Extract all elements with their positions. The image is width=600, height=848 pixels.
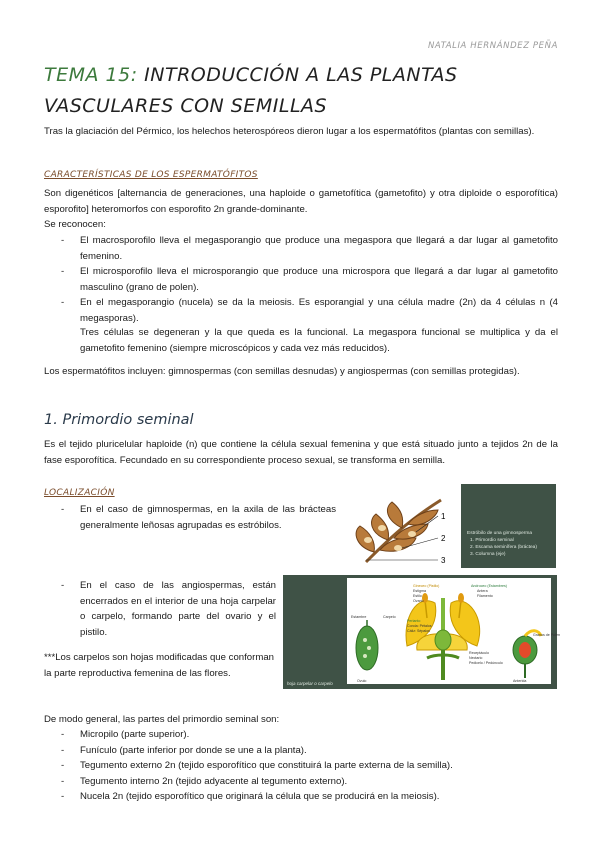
figure1-legend-item: 2. Escama seminífera (bráctea) <box>470 545 537 550</box>
list-item: - En el caso de las angiospermas, están encerrados en el interior de una hoja carpelar o carpelo, formando parte del ovario y el pistilo. <box>44 578 276 640</box>
localization-list-2 <box>44 578 276 640</box>
flower-label: Carpelo <box>383 615 396 619</box>
parts-list <box>44 727 558 805</box>
flower-label: Corola: Pétalos <box>407 624 432 628</box>
flower-label: Receptáculo <box>469 651 489 655</box>
figure2-caption: hoja carpelar o carpelo <box>287 681 333 686</box>
flower-label: Filamento <box>477 594 493 598</box>
list-item: - En el caso de gimnospermas, en la axila de las brácteas generalmente leñosas agrupadas es estróbilos. <box>44 502 336 533</box>
localization-list-1 <box>44 502 336 533</box>
flower-label: Perianto <box>407 619 421 623</box>
list-item: - Micropilo (parte superior). <box>44 727 558 743</box>
section1-paragraph: Es el tejido pluricelular haploide (n) que contiene la célula sexual femenina y que está situado junto a tejidos 2n de la fase esporofítica. Fecundado en su correspondiente proceso sexual, se transforma en semilla. <box>44 439 558 466</box>
list-item: - Tegumento externo 2n (tejido esporofítico que constituirá la parte externa de la semilla). <box>44 758 558 774</box>
page-title <box>44 60 560 122</box>
flower-label: Pedicelo / Pedúnculo <box>469 661 503 665</box>
localization-heading: LOCALIZACIÓN <box>44 488 115 498</box>
strobilus-illustration <box>346 492 458 568</box>
flower-figure <box>283 575 560 689</box>
flower-label: Androceo (Estambres) <box>471 584 507 588</box>
intro-paragraph: Tras la glaciación del Pérmico, los helechos heterospóreos dieron lugar a los espermatófitos (plantas con semillas). <box>44 126 535 137</box>
list-item: - El macrosporofilo lleva el megasporangio que produce una megaspora que llegará a dar lugar al gametofito femenino. <box>44 233 558 264</box>
list-item: - El microsporofilo lleva el microsporangio que produce una microspora que llegará a dar lugar al gametofito masculino (grano de polen). <box>44 264 558 295</box>
section1-heading: 1. Primordio seminal <box>44 412 194 428</box>
figure1-label: 2 <box>441 534 446 543</box>
flower-diagram <box>347 578 560 684</box>
flower-label: Estambre <box>351 615 367 619</box>
figure1-legend-item: 3. Columna (eje) <box>470 552 506 557</box>
list-item: - Tegumento interno 2n (tejido adyacente al tegumento externo). <box>44 774 558 790</box>
flower-label: Gineceo (Pistilo) <box>413 584 440 588</box>
list-item: - En el megasporangio (nucela) se da la meiosis. Es esporangial y una célula madre (2n) da 4 células n (4 megasporas). <box>44 295 558 326</box>
characteristics-heading: CARACTERÍSTICAS DE LOS ESPERMATÓFITOS <box>44 170 258 180</box>
figure1-legend-item: 1. Primordio seminal <box>470 538 514 543</box>
flower-label: Cáliz: Sépalos <box>407 629 430 633</box>
title-text: INTRODUCCIÓN A LAS PLANTAS VASCULARES CON SEMILLAS <box>44 64 458 117</box>
flower-label: Ovario <box>413 599 424 603</box>
title-tema: TEMA 15: <box>44 64 138 86</box>
flower-label: Anterida <box>513 679 527 683</box>
parts-intro: De modo general, las partes del primordio seminal son: <box>44 714 280 725</box>
figure1-label: 3 <box>441 556 446 565</box>
flower-label: Ovulo <box>357 679 367 683</box>
characteristics-extra: Tres células se degeneran y la que queda es la funcional. La megaspora funcional se multiplica y da el gametofito femenino (siempre microscópicos y cada vez más reducidos). <box>80 327 558 354</box>
flower-label: Granos de Polen <box>533 633 560 637</box>
characteristics-list <box>44 233 558 327</box>
flower-label: Nectario <box>469 656 483 660</box>
figure1-label: 1 <box>441 512 446 521</box>
characteristics-p3: Los espermatófitos incluyen: gimnospermas (con semillas desnudas) y angiospermas (con semillas protegidas). <box>44 366 520 377</box>
flower-label: Antera <box>477 589 488 593</box>
flower-label: Estigma <box>413 589 426 593</box>
list-item: - Funículo (parte inferior por donde se une a la planta). <box>44 743 558 759</box>
carpel-note: ***Los carpelos son hojas modificadas que conforman la parte reproductiva femenina de las flores. <box>44 652 274 679</box>
figure1-legend-box <box>461 484 556 568</box>
author-name: NATALIA HERNÁNDEZ PEÑA <box>427 41 558 51</box>
figure1-legend-title: Estróbilo de una gimnosperma <box>467 531 533 536</box>
flower-label: Estilo <box>413 594 422 598</box>
characteristics-p2: Se reconocen: <box>44 219 106 230</box>
list-item: - Nucela 2n (tejido esporofítico que originará la célula que se producirá en la meiosis). <box>44 789 558 805</box>
characteristics-p1: Son digenéticos [alternancia de generaciones, una haploide o gametofítica (gametofito) y otra diploide o esporofítica) esporofito] heteromorfos con esporofito 2n grande-dominante. <box>44 188 558 215</box>
